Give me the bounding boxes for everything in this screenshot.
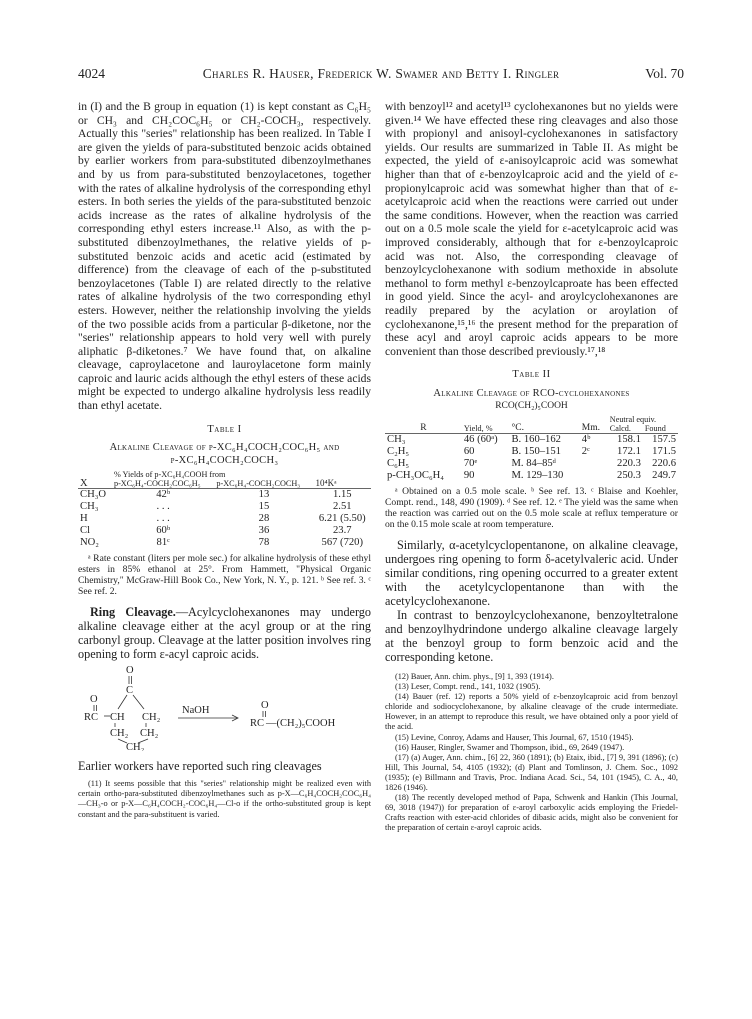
- table-note-text: ᵃ Rate constant (liters per mole sec.) for alkaline hydrolysis of these ethyl esters in 85% ethanol at 25°. From Hammett, "Physical Organic Chemistry," McGraw-Hill Book Co., New York, N. Y., p. 121. ᵇ See ref. 3. ᶜ See ref. 2.: [78, 553, 371, 598]
- scheme-text: CH: [110, 712, 125, 724]
- paragraph: In contrast to benzoylcyclohexanone, benzoyltetralone and benzoylhydrindone undergo alkaline cleavage largely at the benzoyl group to form benzoic acid and the corresponding ketone.: [385, 607, 678, 664]
- table-2: [385, 415, 678, 482]
- table-cell: 36: [258, 525, 270, 537]
- table-cell: 70ᵉ: [463, 457, 478, 469]
- table-cell: CH₃: [80, 501, 99, 513]
- references: [385, 672, 678, 834]
- table-cell: 1.15: [333, 489, 352, 501]
- reference-item: (16) Hauser, Ringler, Swamer and Thompson, ibid., 69, 2649 (1947).: [395, 742, 625, 752]
- table-title: RCO(CH₂)₅COOH: [495, 401, 568, 412]
- table-cell: Cl: [80, 525, 91, 537]
- table-cell: [580, 458, 608, 470]
- table-cell: C₆H₅: [387, 457, 410, 469]
- table-cell: 28: [258, 513, 270, 525]
- scheme-text: O: [261, 700, 269, 712]
- reference-item: (17) (a) Auger, Ann. chim., [6] 22, 360 (1891); (b) Etaix, ibid., [7] 9, 391 (1896); (c) Hill, This Journal, 54, 4105 (1932); (d) Plant and Tomlinson, J. Chem. Soc., 1092 (1935); (e) Billmann and Travis, Proc. Indiana Acad. Sci., 54, 101 (1945), C. A., 40, 1826 (1946).: [385, 752, 678, 792]
- table-cell: 42ᵇ: [156, 489, 171, 501]
- scheme-text: C: [126, 685, 134, 697]
- scheme-text: CH₂: [126, 742, 145, 752]
- page-number: 4024: [78, 66, 105, 81]
- reference-item: (14) Bauer (ref. 12) reports a 50% yield of ε-benzoylcaproic acid from benzoyl chloride and sodiocyclohexanone, by alkaline cleavage of the crude intermediate. However, in an attempt to reproduce this result, we have obtained only a poor yield of the acid.: [385, 692, 678, 732]
- table-cell: 158.1: [617, 433, 641, 445]
- paragraph-text: —Acylcyclohexanones may undergo alkaline cleavage either at the acyl group or at the ring carbonyl group. Cleavage at the latter position involves ring opening to form ε-acyl caproic acids.: [78, 605, 371, 662]
- reference-item: (12) Bauer, Ann. chim. phys., [9] 1, 393 (1914).: [395, 671, 554, 681]
- table-cell: C₂H₅: [387, 445, 410, 457]
- table-cell: M. 84–85ᵈ: [511, 457, 556, 469]
- column-header: R: [420, 422, 427, 433]
- table-cell: 6.21 (5.50): [318, 513, 366, 525]
- column-header: Neutral equiv.: [609, 414, 657, 424]
- reaction-scheme: [78, 663, 371, 751]
- scheme-text: O: [126, 665, 134, 677]
- table-cell: B. 160–162: [511, 433, 561, 445]
- column-header: % Yields of p-XC₆H₄COOH from: [113, 470, 226, 480]
- table-cell: 220.6: [652, 457, 676, 469]
- table-row: [78, 513, 371, 525]
- reference-item: (13) Leser, Compt. rend., 141, 1032 (1905).: [395, 682, 541, 692]
- table-cell: M. 129–130: [511, 469, 564, 481]
- table-cell: 249.7: [652, 469, 676, 481]
- left-column: [78, 100, 371, 820]
- paragraph: with benzoyl¹² and acetyl¹³ cyclohexanones but no yields were given.¹⁴ We have effected these ring cleavages and also those with propionyl and anisoyl-cyclohexanones in satisfactory yields. Our results are summarized in Table II. As might be expected, the yield of ε-anisoylcaproic acid was somewhat higher than that of ε-benzoylcaproic acid and the yield of ε-propionylcaproic acid was somewhat higher than that of ε-acetylcaproic acid when the reactions were carried out under the same conditions. However, when the reaction was carried out on a 0.5 mole scale the yield for ε-acetylcaproic acid was improved considerably, although that for ε-benzoylcaproic acid was not. Also, the corresponding cleavage of benzoylcyclohexanone with sodium methoxide in absolute methanol to form methyl ε-benzoylcaproate has been effected in good yield. Since the acyl- and aroylcyclohexanones are readily prepared by the acylation or aroylation of cyclohexanone,¹⁵,¹⁶ the present method for the preparation of these acyl and aroyl caproic acids appears to be more convenient than those described previously.¹⁷,¹⁸: [385, 100, 678, 358]
- scheme-text: RC: [250, 718, 265, 730]
- table-title: Alkaline Cleavage of RCO-cyclohexanones: [433, 387, 630, 399]
- table-cell: CH₃O: [80, 489, 107, 501]
- table-cell: 60ᵇ: [156, 525, 171, 537]
- column-header: X: [80, 478, 88, 490]
- table-title: Alkaline Cleavage of p-XC₆H₄COCH₂COC₆H₅ and: [109, 442, 340, 454]
- table-cell: 2ᶜ: [581, 445, 590, 457]
- table-cell: CH₃: [387, 433, 406, 445]
- column-header: p-XC₆H₄-COCH₂COC₆H₅: [113, 479, 201, 489]
- table-cell: 567 (720): [321, 537, 364, 549]
- reference-item: (15) Levine, Conroy, Adams and Hauser, This Journal, 67, 1510 (1945).: [395, 732, 634, 742]
- scheme-text: RC: [84, 712, 99, 724]
- table-cell: 220.3: [617, 457, 641, 469]
- table-row: [385, 433, 678, 446]
- table-cell: [580, 470, 608, 482]
- footnote-text: (11) It seems possible that this "series" relationship might be realized even with certain ortho-para-substituted dibenzoylmethanes such as p-X—C₆H₄COCH₂COC₆H₄—CH₃-o or p-X—C₆H₄COCH₂-COC₆H₄—Cl-o if the ortho-substituted group is kept constant and the para-substituent is varied.: [78, 779, 371, 819]
- table-row: [78, 537, 371, 549]
- table-row: [78, 501, 371, 513]
- table-cell: 172.1: [617, 445, 641, 457]
- paragraph: Similarly, α-acetylcyclopentanone, on alkaline cleavage, undergoes ring opening to form δ-acetylvaleric acid. Under similar conditions, ring opening occurred to a greater extent with the acetylcyclopentanone than with the acetylcyclohexanone.: [385, 537, 678, 608]
- table-row: [78, 525, 371, 537]
- scheme-text: CH₂: [142, 712, 161, 724]
- table-cell: B. 150–151: [511, 445, 561, 457]
- table-row: [78, 489, 371, 502]
- table-cell: p-CH₃OC₆H₄: [387, 469, 444, 481]
- table-caption: Table II: [512, 369, 551, 381]
- table-footnote: [78, 553, 371, 597]
- paragraph: [78, 605, 371, 661]
- section-heading: Ring Cleavage.: [90, 605, 176, 620]
- table-cell: 2.51: [333, 501, 352, 513]
- table-row: [385, 446, 678, 458]
- column-header: Mm.: [581, 422, 601, 433]
- reference-item: (18) The recently developed method of Papa, Schwenk and Hankin (This Journal, 69, 3018 (1947)) for preparation of ε-aroyl carboxylic acids employing the Friedel-Crafts reaction with ester-acid chlorides of dibasic acids, might also be convenient for the preparation of certain ε-aroyl caproic acids.: [385, 793, 678, 833]
- table-note-text: ᵃ Obtained on a 0.5 mole scale. ᵇ See ref. 13. ᶜ Blaise and Koehler, Compt. rend., 148, 490 (1909). ᵈ See ref. 12. ᵉ The yield was the same when the reaction was carried out on the 0.5 mole scale at reflux temperature or on the 0.15 mole scale at room temperature.: [385, 485, 678, 530]
- table-caption: Table I: [207, 423, 242, 435]
- table-cell: 81ᶜ: [156, 537, 170, 549]
- table-cell: NO₂: [80, 537, 99, 549]
- table-cell: 250.3: [617, 469, 641, 481]
- column-header: Found: [644, 423, 666, 433]
- running-authors: Charles R. Hauser, Frederick W. Swamer and Betty I. Ringler: [202, 66, 560, 81]
- footnote: [78, 779, 371, 819]
- column-header: °C.: [511, 422, 524, 433]
- table-cell: H: [80, 513, 88, 525]
- table-cell: 23.7: [333, 525, 352, 537]
- table-row: [385, 458, 678, 470]
- paragraph: in (I) and the B group in equation (1) is kept constant as C₆H₅ or CH₃ and CH₂COC₆H₅ or CH₂-COCH₃, respectively. Actually this "series" relationship has been realized. In Table I are given the yields of para-substituted benzoic acids obtained by earlier workers from para-substituted dibenzoylmethanes and by us from para-substituted benzoylacetones, together with the rates of alkaline hydrolysis of the corresponding ethyl esters. In both series the yields of the para-substituted benzoic acids increase as the rates of alkaline hydrolysis of the corresponding ethyl esters increase.¹¹ Also, as with the p-substituted dibenzoylmethanes, the relative yields of p-substituted benzoic acids and acetic acid (estimated by difference) from the cleavage of each of the p-substituted benzoylacetones (Table I) are related directly to the relative rates of alkaline hydrolysis of the two corresponding ethyl esters. However, neither the relationship involving the yields of the two possible acids from a particular β-diketone, nor the "series" relationship appears to hold very well with purely aliphatic β-diketones.⁷ We have found that, on alkaline cleavage, caproylacetone and lauroylacetone form mainly caproic and lauric acids although the ethyl esters of these acids might be expected to undergo alkaline hydrolysis less readily than ethyl acetate.: [78, 100, 371, 413]
- table-cell: 13: [258, 489, 270, 501]
- scheme-text: CH₂: [110, 728, 129, 740]
- table-cell: 60: [463, 445, 475, 457]
- scheme-text: O: [90, 694, 98, 706]
- table-cell: . . .: [156, 501, 170, 513]
- table-cell: 157.5: [652, 433, 676, 445]
- paragraph: Earlier workers have reported such ring cleavages: [78, 759, 322, 774]
- reagent-label: NaOH: [182, 705, 210, 717]
- table-1: [78, 470, 371, 549]
- table-footnote: [385, 486, 678, 530]
- table-cell: 78: [258, 537, 270, 549]
- table-cell: . . .: [156, 513, 170, 525]
- column-header: Yield, %: [463, 423, 493, 433]
- table-cell: 4ᵇ: [581, 433, 591, 445]
- table-cell: 90: [463, 469, 475, 481]
- table-cell: 15: [258, 501, 270, 513]
- table-cell: 46 (60ᵃ): [463, 433, 498, 445]
- table-row: [385, 470, 678, 482]
- column-header: 10⁴Kᵃ: [315, 478, 337, 489]
- table-title: p-XC₆H₄COCH₂COCH₃: [170, 454, 279, 466]
- scheme-text: CH₂: [140, 728, 159, 740]
- column-header: p-XC₆H₄-COCH₂COCH₃: [216, 479, 301, 489]
- right-column: [385, 100, 678, 833]
- scheme-text: —(CH₂)₅COOH: [266, 718, 336, 730]
- table-cell: 171.5: [652, 445, 676, 457]
- column-header: Calcd.: [609, 423, 631, 433]
- volume-number: Vol. 70: [645, 66, 684, 81]
